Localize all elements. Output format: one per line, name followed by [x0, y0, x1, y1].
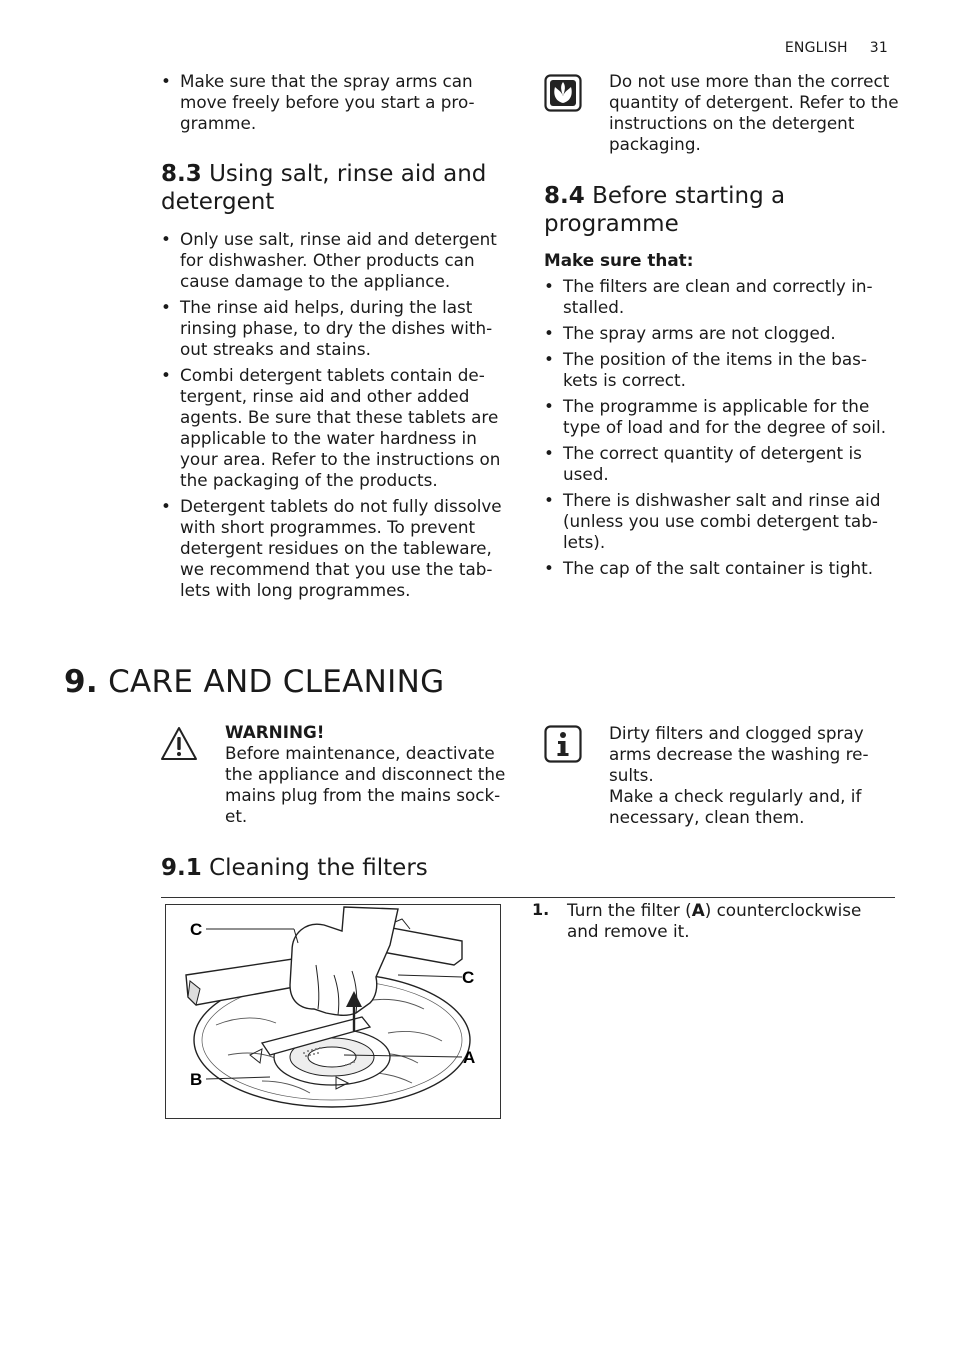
list-item: • There is dishwasher salt and rinse aid (unless you use combi detergent tab-lets). — [544, 490, 899, 553]
section-title: CARE AND CLEANING — [108, 664, 445, 700]
info-text-1: Dirty filters and clogged spray arms decrease the washing re-sults. — [609, 723, 869, 785]
warning-label: WARNING! — [225, 722, 325, 742]
section-divider — [161, 897, 895, 898]
environment-leaf-icon — [544, 74, 582, 116]
section-number: 9.1 — [161, 855, 202, 881]
section-9-1-heading — [161, 854, 661, 882]
page-number: 31 — [869, 40, 888, 56]
list-item: • The position of the items in the bas-kets is correct. — [544, 349, 899, 391]
section-9-heading — [64, 664, 444, 700]
info-block — [609, 723, 889, 828]
top-left-bullets — [161, 71, 511, 139]
environment-note-text: Do not use more than the correct quantity of detergent. Refer to the instructions on the detergent packaging. — [609, 71, 899, 154]
list-item: • The spray arms are not clogged. — [544, 323, 899, 344]
page-header — [785, 40, 888, 56]
figure-label-c-right: C — [462, 968, 475, 987]
warning-text: Before maintenance, deactivate the appliance and disconnect the mains plug from the mains sock-et. — [225, 743, 506, 826]
list-item: • Detergent tablets do not fully dissolve with short programmes. To prevent detergent residues on the tableware, we recommend that you use the tab-lets with long programmes. — [161, 496, 511, 601]
section-8-4-heading — [544, 182, 899, 238]
section-title: Using salt, rinse aid and detergent — [161, 161, 487, 215]
step-text-filter-label: A — [691, 900, 705, 920]
step-number: 1. — [532, 900, 550, 919]
step-text-after: ) counterclockwise and remove it. — [567, 900, 862, 941]
section-number: 8.3 — [161, 161, 202, 187]
section-8-3-heading — [161, 160, 511, 216]
list-item: • The rinse aid helps, during the last rinsing phase, to dry the dishes with-out streaks and stains. — [161, 297, 511, 360]
list-item: • Make sure that the spray arms can move freely before you start a pro-gramme. — [161, 71, 511, 134]
filter-removal-figure — [165, 904, 501, 1119]
warning-block — [225, 722, 515, 827]
info-text-2: Make a check regularly and, if necessary, clean them. — [609, 786, 862, 827]
section-8-3-bullets — [161, 229, 511, 606]
list-item: • The correct quantity of detergent is used. — [544, 443, 899, 485]
figure-label-b: B — [190, 1070, 203, 1089]
section-number: 8.4 — [544, 183, 585, 209]
section-number: 9. — [64, 664, 98, 700]
warning-triangle-icon — [160, 726, 198, 766]
step-text-before: Turn the filter ( — [567, 900, 692, 920]
list-item: • The filters are clean and correctly in-stalled. — [544, 276, 899, 318]
list-item: • The cap of the salt container is tight. — [544, 558, 899, 579]
step-text — [567, 900, 897, 942]
figure-label-c-top: C — [190, 920, 203, 939]
list-item: • The programme is applicable for the type of load and for the degree of soil. — [544, 396, 899, 438]
list-item: • Only use salt, rinse aid and detergent for dishwasher. Other products can cause damage to the appliance. — [161, 229, 511, 292]
figure-label-a: A — [463, 1048, 476, 1067]
section-8-4-bullets — [544, 276, 899, 584]
list-item: • Combi detergent tablets contain de-tergent, rinse aid and other added agents. Be sure that these tablets are applicable to the water hardness in your area. Refer to the instructions on the packaging of the products. — [161, 365, 511, 491]
header-language: ENGLISH — [784, 40, 848, 56]
filter-illustration — [166, 905, 500, 1118]
section-8-4-lead: Make sure that: — [544, 250, 694, 270]
section-title: Cleaning the filters — [209, 855, 428, 881]
section-title: Before starting a programme — [544, 183, 786, 237]
info-icon — [544, 725, 582, 767]
